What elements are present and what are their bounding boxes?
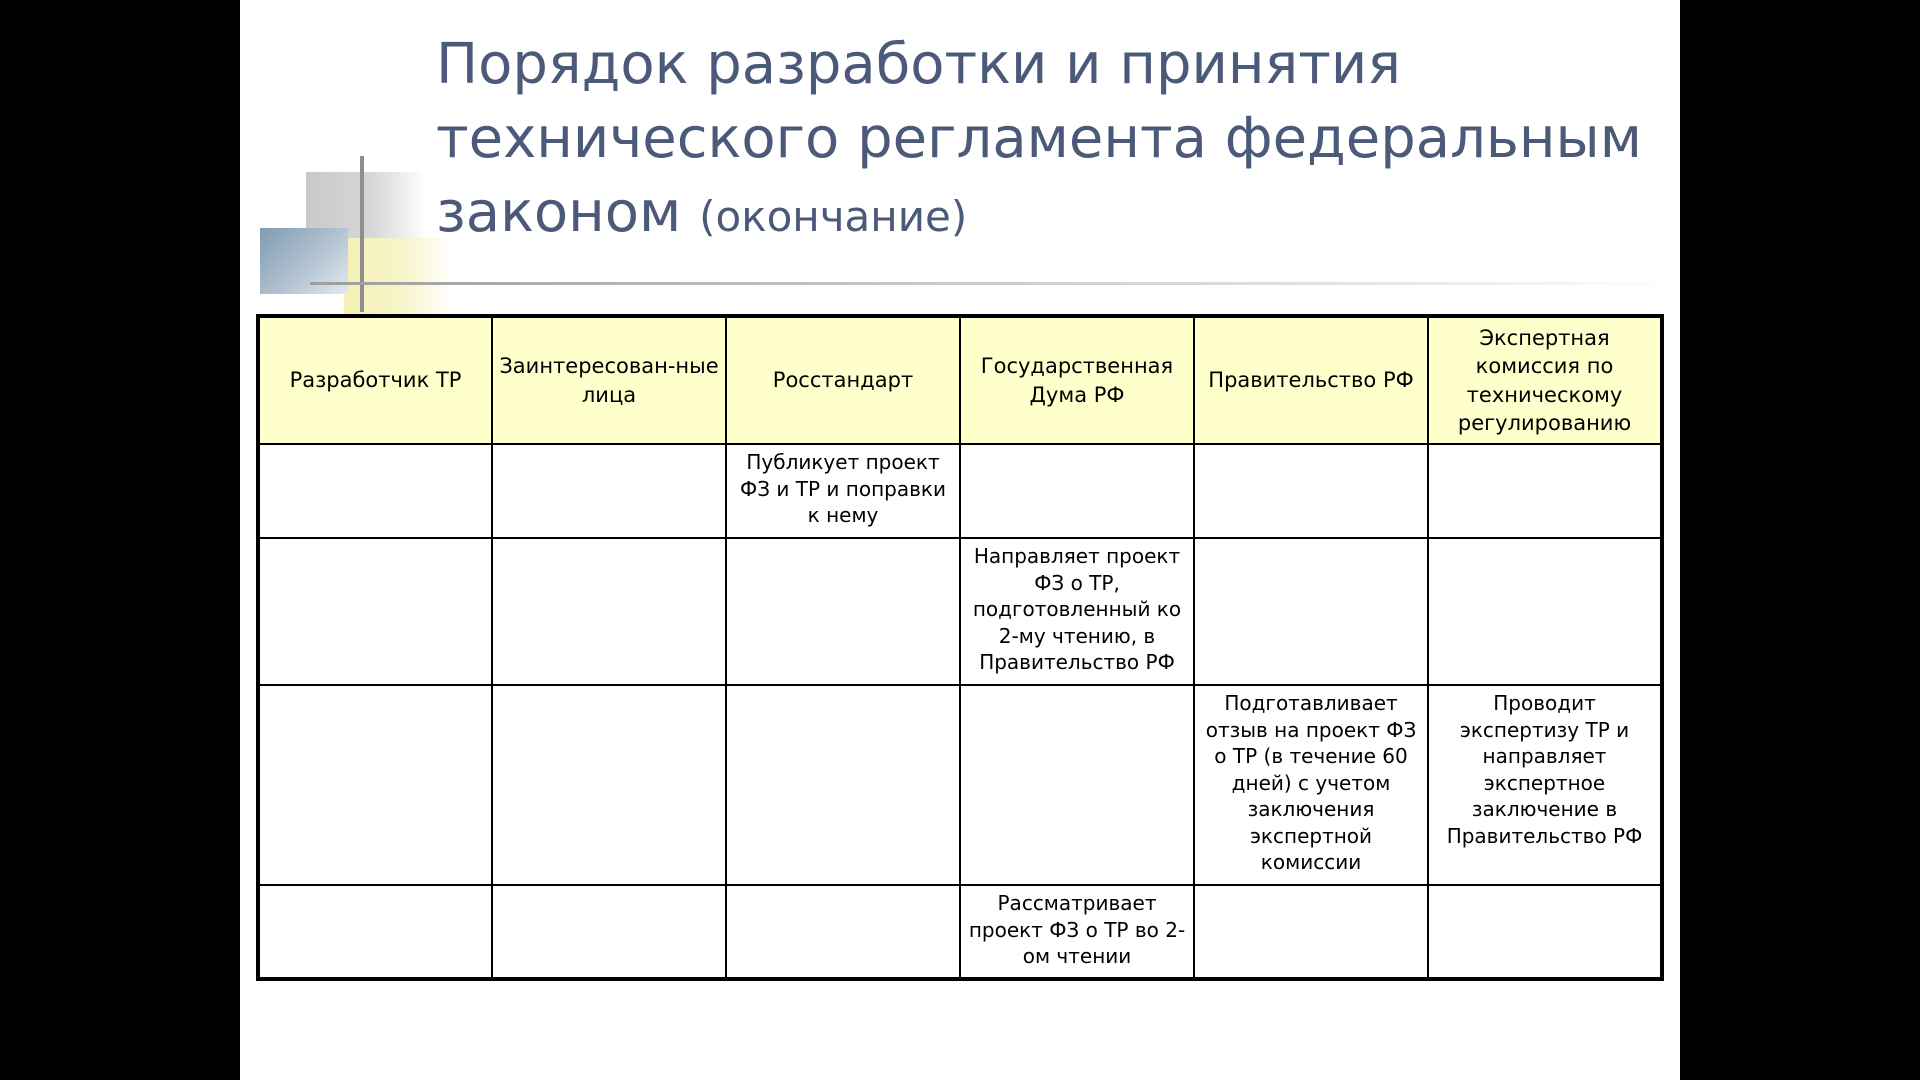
table-row xyxy=(258,444,1662,538)
table-row xyxy=(258,538,1662,685)
slide xyxy=(240,0,1680,1080)
header-developer: Разработчик ТР xyxy=(258,316,492,444)
header-expert-commission: Экспертная комиссия по техническому регулированию xyxy=(1428,316,1662,444)
table-cell xyxy=(258,885,492,979)
decorative-vertical-line xyxy=(360,156,364,312)
table-cell: Рассматривает проект ФЗ о ТР во 2-ом чтении xyxy=(960,885,1194,979)
header-state-duma: Государственная Дума РФ xyxy=(960,316,1194,444)
header-interested-parties: Заинтересован-ные лица xyxy=(492,316,726,444)
decorative-horizontal-line xyxy=(310,282,1680,285)
table-cell: Проводит экспертизу ТР и направляет экспертное заключение в Правительство РФ xyxy=(1428,685,1662,885)
process-table xyxy=(256,314,1664,981)
table-cell xyxy=(1428,538,1662,685)
title-line-2: технического регламента федеральным xyxy=(436,106,1642,171)
table-cell: Подготавливает отзыв на проект ФЗ о ТР (в течение 60 дней) с учетом заключения экспертной комиссии xyxy=(1194,685,1428,885)
header-government: Правительство РФ xyxy=(1194,316,1428,444)
header-rosstandart: Росстандарт xyxy=(726,316,960,444)
table-cell xyxy=(726,538,960,685)
title-line-1: Порядок разработки и принятия xyxy=(436,32,1401,97)
table-header-row xyxy=(258,316,1662,444)
table-cell xyxy=(1194,885,1428,979)
title-suffix: (окончание) xyxy=(699,192,968,241)
table-cell xyxy=(960,444,1194,538)
table-cell xyxy=(492,685,726,885)
table-cell xyxy=(258,538,492,685)
table-cell xyxy=(1428,885,1662,979)
table-cell: Направляет проект ФЗ о ТР, подготовленный ко 2-му чтению, в Правительство РФ xyxy=(960,538,1194,685)
table-cell xyxy=(492,538,726,685)
table-cell: Публикует проект ФЗ и ТР и поправки к нему xyxy=(726,444,960,538)
table-cell xyxy=(492,444,726,538)
table-cell xyxy=(492,885,726,979)
table-cell xyxy=(1428,444,1662,538)
table-cell xyxy=(258,685,492,885)
table-row xyxy=(258,685,1662,885)
table-cell xyxy=(960,685,1194,885)
slide-title xyxy=(436,28,1656,254)
table-cell xyxy=(1194,538,1428,685)
title-line-3: законом xyxy=(436,180,682,245)
table-cell xyxy=(726,685,960,885)
table-row xyxy=(258,885,1662,979)
table-cell xyxy=(1194,444,1428,538)
table-cell xyxy=(258,444,492,538)
table-cell xyxy=(726,885,960,979)
